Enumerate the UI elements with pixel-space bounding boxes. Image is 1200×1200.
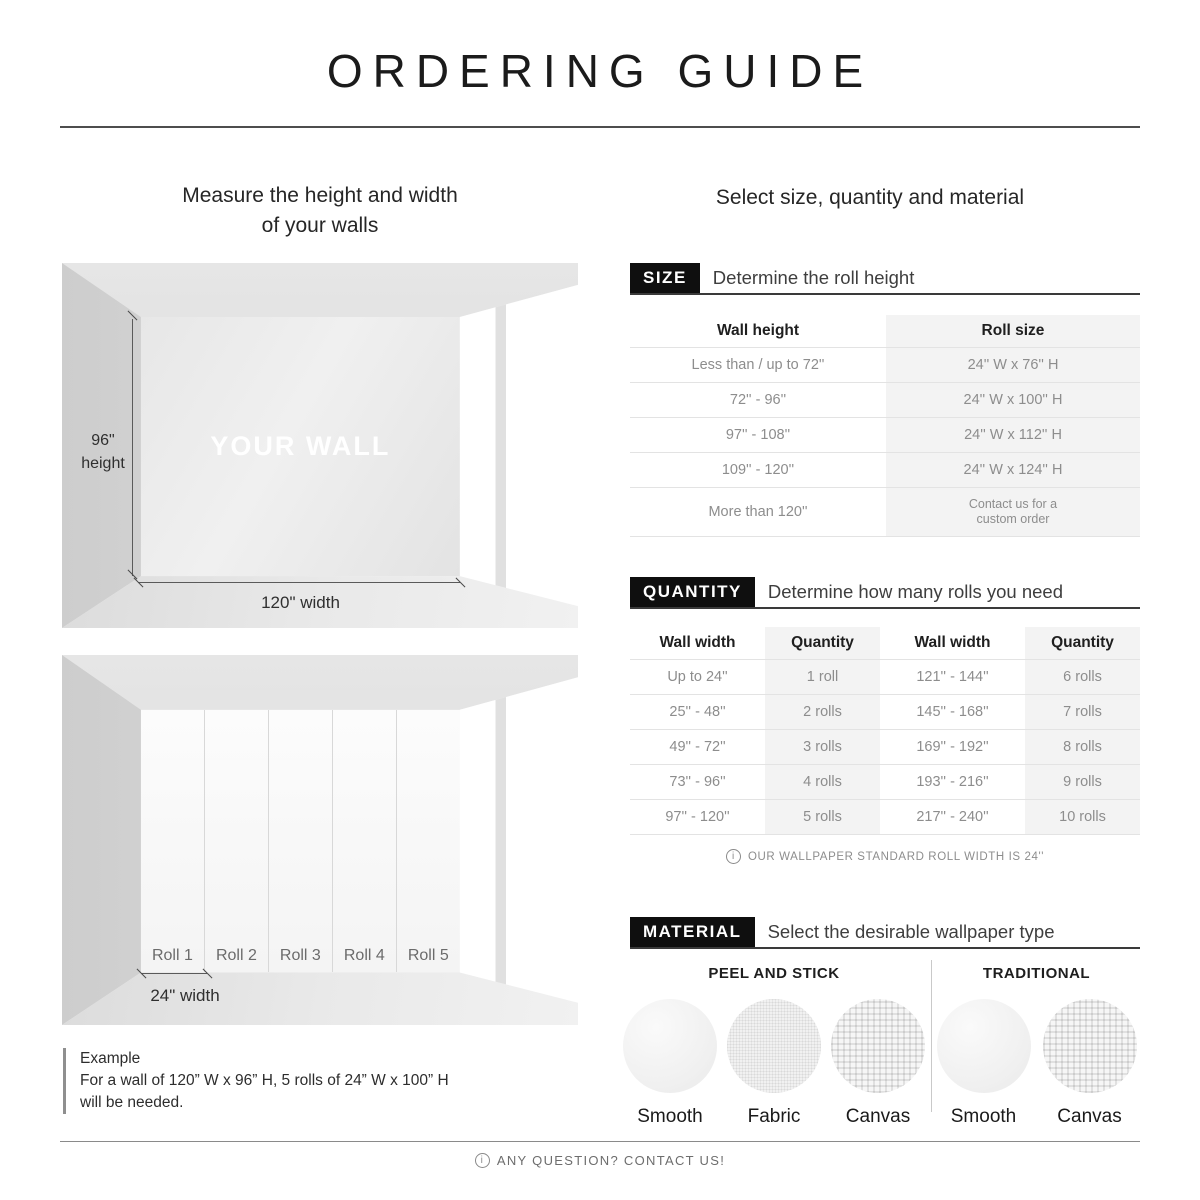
width-label: 120" width: [261, 593, 340, 612]
swatch-label: Smooth: [637, 1106, 703, 1127]
traditional-swatches: [934, 999, 1139, 1128]
peel-and-stick-swatches: [630, 999, 918, 1128]
footer-note: [0, 1153, 1200, 1168]
roll-size-cell: Contact us for a custom order: [886, 488, 1140, 537]
quantity-section-header: [630, 577, 1140, 609]
width-dimension-line: [138, 582, 460, 583]
info-icon: [726, 849, 741, 864]
swatch-fabric: [727, 999, 821, 1128]
measure-heading-line2: of your walls: [261, 214, 379, 237]
material-section: [630, 917, 1140, 1128]
roll-label: Roll 4: [343, 947, 385, 965]
example-line1: For a wall of 120” W x 96” H, 5 rolls of 24” W x 100” H: [80, 1072, 449, 1089]
quantity-tag: QUANTITY: [630, 577, 755, 607]
quantity-cell: 5 rolls: [765, 800, 880, 835]
quantity-cell: 3 rolls: [765, 730, 880, 765]
table-row: [630, 660, 1140, 695]
wall-width-cell: 49'' - 72'': [630, 730, 765, 765]
quantity-description: Determine how many rolls you need: [767, 581, 1064, 602]
table-row: [630, 695, 1140, 730]
quantity-cell: 4 rolls: [765, 765, 880, 800]
material-description: Select the desirable wallpaper type: [767, 921, 1055, 942]
swatch-label: Canvas: [845, 1106, 911, 1127]
quantity-cell: 6 rolls: [1025, 660, 1140, 695]
material-groups: [630, 965, 1140, 1128]
wall-height-cell: 109'' - 120'': [630, 453, 886, 488]
table-row: [630, 800, 1140, 835]
quantity-col-wall-width-2: Wall width: [914, 634, 991, 651]
height-value: 96": [91, 432, 115, 449]
measure-heading-line1: Measure the height and width: [182, 184, 458, 207]
roll-width-label: 24" width: [150, 986, 220, 1005]
info-icon: [475, 1153, 490, 1168]
size-tag: SIZE: [630, 263, 700, 293]
room-illustration-measure: [62, 263, 578, 628]
height-word: height: [81, 455, 125, 472]
footer-divider: [60, 1141, 1140, 1142]
table-row: [630, 383, 1140, 418]
roll-label: Roll 5: [407, 947, 449, 965]
roll-size-cell: 24'' W x 76'' H: [886, 348, 1140, 383]
table-row: [630, 348, 1140, 383]
back-wall-rolls: [141, 710, 460, 973]
quantity-table: [630, 627, 1140, 835]
quantity-section: [630, 577, 1140, 835]
wall-width-cell: 193'' - 216'': [880, 765, 1025, 800]
swatch-canvas: [831, 999, 925, 1128]
roll-size-cell: 24'' W x 100'' H: [886, 383, 1140, 418]
roll-label: Roll 3: [279, 947, 321, 965]
quantity-cell: 10 rolls: [1025, 800, 1140, 835]
example-block: [63, 1048, 449, 1114]
wall-width-cell: 97'' - 120'': [630, 800, 765, 835]
material-tag: MATERIAL: [630, 917, 755, 947]
material-group-peel-and-stick: [630, 965, 918, 1128]
material-group-divider: [931, 960, 932, 1112]
quantity-cell: 2 rolls: [765, 695, 880, 730]
size-col-roll-size: Roll size: [886, 315, 1140, 348]
wall-width-cell: 121'' - 144'': [880, 660, 1025, 695]
swatch-smooth: [936, 999, 1032, 1128]
fabric-texture-icon: [727, 999, 821, 1093]
quantity-cell: 7 rolls: [1025, 695, 1140, 730]
table-row: [630, 453, 1140, 488]
wall-width-cell: Up to 24'': [630, 660, 765, 695]
wall-height-cell: Less than / up to 72'': [630, 348, 886, 383]
footer-note-text: ANY QUESTION? CONTACT US!: [496, 1153, 726, 1168]
roll-panel-4: [333, 710, 397, 973]
quantity-col-quantity-2: Quantity: [1025, 627, 1140, 660]
header-divider: [60, 126, 1140, 128]
table-row: [630, 765, 1140, 800]
example-line2: will be needed.: [80, 1094, 184, 1111]
measure-heading: [60, 181, 580, 241]
canvas-texture-icon: [1043, 999, 1137, 1093]
canvas-texture-icon: [831, 999, 925, 1093]
size-section-header: [630, 263, 1140, 295]
quantity-col-wall-width-1: Wall width: [659, 634, 736, 651]
table-row: [630, 730, 1140, 765]
your-wall-label: YOUR WALL: [210, 431, 391, 461]
room-illustration-rolls: [62, 655, 578, 1025]
quantity-cell: 9 rolls: [1025, 765, 1140, 800]
swatch-smooth: [623, 999, 717, 1128]
table-row: [630, 418, 1140, 453]
size-table-header-row: [630, 315, 1140, 348]
roll-size-cell: 24'' W x 112'' H: [886, 418, 1140, 453]
wall-width-cell: 169'' - 192'': [880, 730, 1025, 765]
wall-width-cell: 73'' - 96'': [630, 765, 765, 800]
quantity-col-quantity-1: Quantity: [765, 627, 880, 660]
height-label: [70, 429, 136, 475]
size-table: [630, 315, 1140, 537]
roll-width-dimension-line: [141, 973, 207, 974]
quantity-cell: 8 rolls: [1025, 730, 1140, 765]
size-description: Determine the roll height: [712, 267, 915, 288]
material-group-traditional: [934, 965, 1139, 1128]
quantity-table-header-row: [630, 627, 1140, 660]
smooth-texture-icon: [623, 999, 717, 1093]
smooth-texture-icon: [937, 999, 1031, 1093]
roll-width-note: [630, 849, 1140, 864]
wall-width-cell: 145'' - 168'': [880, 695, 1025, 730]
select-heading: Select size, quantity and material: [715, 186, 1025, 209]
roll-panel-5: [397, 710, 460, 973]
roll-width-note-text: OUR WALLPAPER STANDARD ROLL WIDTH IS 24'': [747, 850, 1045, 863]
swatch-label: Canvas: [1057, 1106, 1122, 1127]
swatch-canvas: [1042, 999, 1138, 1128]
wall-height-cell: 97'' - 108'': [630, 418, 886, 453]
swatch-label: Smooth: [950, 1106, 1017, 1127]
wall-width-cell: 217'' - 240'': [880, 800, 1025, 835]
roll-panel-3: [269, 710, 333, 973]
wall-height-cell: More than 120'': [630, 488, 886, 537]
swatch-label: Fabric: [747, 1106, 801, 1127]
peel-and-stick-title: PEEL AND STICK: [708, 965, 840, 982]
roll-label: Roll 2: [215, 947, 257, 965]
roll-panel-1: [141, 710, 205, 973]
size-col-wall-height: Wall height: [716, 322, 800, 339]
page-title: ORDERING GUIDE: [326, 45, 874, 97]
size-section: [630, 263, 1140, 537]
roll-label: Roll 1: [151, 947, 193, 965]
wall-height-cell: 72'' - 96'': [630, 383, 886, 418]
quantity-cell: 1 roll: [765, 660, 880, 695]
roll-size-cell: 24'' W x 124'' H: [886, 453, 1140, 488]
example-title: Example: [80, 1050, 141, 1067]
rolls-wrap: [141, 710, 460, 973]
table-row: [630, 488, 1140, 537]
wall-width-cell: 25'' - 48'': [630, 695, 765, 730]
traditional-title: TRADITIONAL: [982, 965, 1091, 982]
roll-panel-2: [205, 710, 269, 973]
material-section-header: [630, 917, 1140, 949]
